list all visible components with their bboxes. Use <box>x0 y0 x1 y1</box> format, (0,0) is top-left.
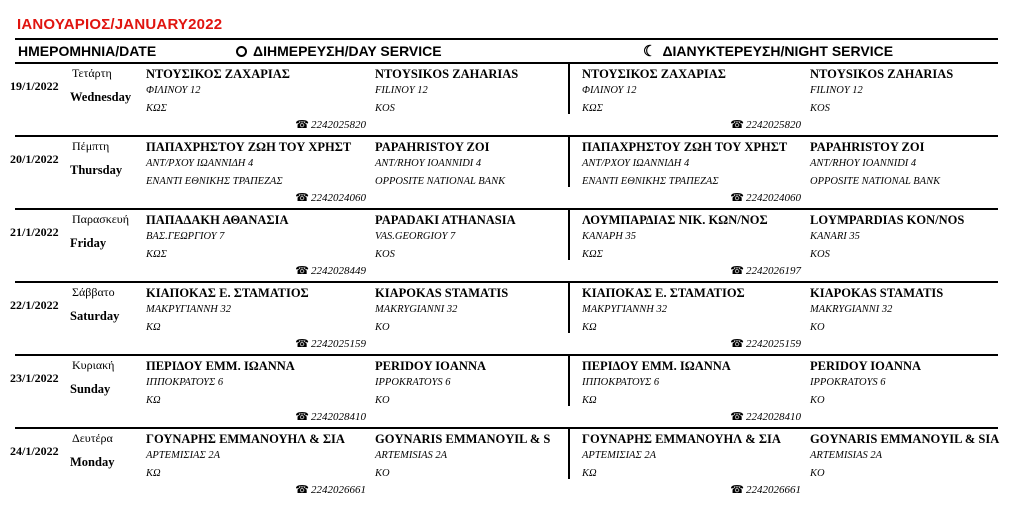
row-day-english: Saturday <box>70 309 120 323</box>
row-day-greek: Παρασκευή <box>72 212 129 226</box>
pharmacy-address-line: ΙΠΠΟΚΡΑΤΟΥΣ 6 <box>582 377 660 388</box>
header-night-service <box>643 42 893 60</box>
phone-value: 2242026661 <box>746 484 801 496</box>
phone-value: 2242028410 <box>746 411 801 423</box>
pharmacy-name: PAPAHRISTOY ZOI <box>375 140 490 154</box>
pharmacy-name: GOYNARIS EMMANOYIL & SIA <box>810 432 1000 446</box>
moon-icon: ☾ <box>643 42 657 60</box>
phone-icon: ☎ <box>730 119 744 131</box>
table-row <box>10 208 998 280</box>
pharmacy-address-line: KO <box>810 468 825 479</box>
pharmacy-address-line: KOS <box>810 249 830 260</box>
phone-icon: ☎ <box>295 119 309 131</box>
pharmacy-block <box>375 66 518 118</box>
pharmacy-name: ΠΑΠΑΧΡΗΣΤΟΥ ΖΩΗ ΤΟΥ ΧΡΗΣΤ <box>146 140 352 154</box>
phone-value: 2242026661 <box>311 484 366 496</box>
column-divider <box>568 64 570 114</box>
pharmacy-address-line: KOS <box>810 103 830 114</box>
phone-icon: ☎ <box>730 484 744 496</box>
pharmacy-address-line: ΚΩ <box>146 468 161 479</box>
phone-icon: ☎ <box>730 265 744 277</box>
pharmacy-name: ΝΤΟΥΣΙΚΟΣ ΖΑΧΑΡΙΑΣ <box>146 67 290 81</box>
row-day-english: Wednesday <box>70 90 132 104</box>
phone-value: 2242024060 <box>311 192 366 204</box>
table-row <box>10 427 1000 499</box>
row-divider <box>15 427 998 429</box>
phone-icon: ☎ <box>295 192 309 204</box>
pharmacy-address-line: ΕΝΑΝΤΙ ΕΘΝΙΚΗΣ ΤΡΑΠΕΖΑΣ <box>582 176 719 187</box>
pharmacy-block <box>375 212 516 264</box>
pharmacy-name: ΚΙΑΠΟΚΑΣ Ε. ΣΤΑΜΑΤΙΟΣ <box>146 286 309 300</box>
pharmacy-address-line: ΒΑΣ.ΓΕΩΡΓΙΟΥ 7 <box>146 231 225 242</box>
pharmacy-address-line: IPPOKRATOYS 6 <box>375 377 451 388</box>
pharmacy-address-line: KO <box>810 322 825 333</box>
phone-number <box>730 191 801 204</box>
pharmacy-address-line: ΜΑΚΡΥΓΙΑΝΝΗ 32 <box>582 304 668 315</box>
pharmacy-address-line: ARTEMISIAS 2A <box>810 450 883 461</box>
pharmacy-block <box>810 285 943 337</box>
pharmacy-address-line: FILINOY 12 <box>375 85 428 96</box>
pharmacy-address-line: ANT/RHOY IOANNIDI 4 <box>375 158 482 169</box>
row-divider <box>15 208 998 210</box>
pharmacy-block <box>146 358 295 410</box>
phone-value: 2242025159 <box>746 338 801 350</box>
column-divider <box>568 210 570 260</box>
header-date-label: ΗΜΕΡΟΜΗΝΙΑ/DATE <box>18 43 157 59</box>
phone-value: 2242024060 <box>746 192 801 204</box>
pharmacy-address-line: OPPOSITE NATIONAL BANK <box>375 176 506 187</box>
row-date: 20/1/2022 <box>10 152 59 166</box>
phone-icon: ☎ <box>295 484 309 496</box>
pharmacy-address-line: FILINOY 12 <box>810 85 863 96</box>
phone-icon: ☎ <box>730 192 744 204</box>
pharmacy-name: ΠΑΠΑΧΡΗΣΤΟΥ ΖΩΗ ΤΟΥ ΧΡΗΣΤ <box>582 140 788 154</box>
table-row <box>10 354 998 426</box>
pharmacy-address-line: ΑΡΤΕΜΙΣΙΑΣ 2Α <box>146 450 221 461</box>
pharmacy-address-line: ΑΝΤ/ΡΧΟΥ ΙΩΑΝΝΙΔΗ 4 <box>582 158 690 169</box>
row-divider <box>15 62 998 64</box>
pharmacy-block <box>375 139 505 191</box>
phone-icon: ☎ <box>730 411 744 423</box>
pharmacy-name: LOYMPARDIAS KON/NOS <box>810 213 965 227</box>
pharmacy-address-line: KO <box>375 395 390 406</box>
pharmacy-address-line: MAKRYGIANNI 32 <box>810 304 893 315</box>
pharmacy-name: ΚΙΑΠΟΚΑΣ Ε. ΣΤΑΜΑΤΙΟΣ <box>582 286 745 300</box>
pharmacy-address-line: ΕΝΑΝΤΙ ΕΘΝΙΚΗΣ ΤΡΑΠΕΖΑΣ <box>146 176 283 187</box>
phone-value: 2242028449 <box>311 265 366 277</box>
phone-number <box>295 264 366 277</box>
header-night-service-label: ΔΙΑΝΥΚΤΕΡΕΥΣΗ/NIGHT SERVICE <box>662 43 894 59</box>
pharmacy-name: ΠΕΡΙΔΟΥ ΕΜΜ. ΙΩΑΝΝΑ <box>146 359 295 373</box>
pharmacy-address-line: ΚΩΣ <box>582 103 603 114</box>
pharmacy-address-line: KANARI 35 <box>810 231 860 242</box>
phone-number <box>295 410 366 423</box>
pharmacy-address-line: ΚΩΣ <box>582 249 603 260</box>
pharmacy-block <box>582 285 745 337</box>
pharmacy-address-line: ΙΠΠΟΚΡΑΤΟΥΣ 6 <box>146 377 224 388</box>
phone-icon: ☎ <box>730 338 744 350</box>
pharmacy-address-line: ANT/RHOY IOANNIDI 4 <box>810 158 917 169</box>
column-divider <box>568 356 570 406</box>
pharmacy-block <box>582 358 731 410</box>
pharmacy-address-line: ΚΑΝΑΡΗ 35 <box>582 231 636 242</box>
pharmacy-name: ΓΟΥΝΑΡΗΣ ΕΜΜΑΝΟΥΗΛ & ΣΙΑ <box>146 432 345 446</box>
pharmacy-address-line: IPPOKRATOYS 6 <box>810 377 886 388</box>
phone-number <box>295 191 366 204</box>
phone-icon: ☎ <box>295 338 309 350</box>
pharmacy-block <box>146 285 309 337</box>
row-day-english: Monday <box>70 455 115 469</box>
phone-number <box>295 337 366 350</box>
header-top-rule <box>15 38 998 40</box>
pharmacy-name: GOYNARIS EMMANOYIL & S <box>375 432 551 446</box>
pharmacy-address-line: ΚΩ <box>582 322 597 333</box>
pharmacy-name: PERIDOY IOANNA <box>810 359 921 373</box>
pharmacy-address-line: ΑΡΤΕΜΙΣΙΑΣ 2Α <box>582 450 657 461</box>
phone-value: 2242025820 <box>746 119 801 131</box>
row-divider <box>15 135 998 137</box>
page-title: ΙΑΝΟΥΑΡΙΟΣ/JANUARY2022 <box>17 16 223 33</box>
row-day-greek: Κυριακή <box>72 358 115 372</box>
pharmacy-address-line: KO <box>375 322 390 333</box>
pharmacy-address-line: ΦΙΛΙΝΟΥ 12 <box>582 85 637 96</box>
pharmacy-address-line: MAKRYGIANNI 32 <box>375 304 458 315</box>
pharmacy-name: ΝΤΟΥΣΙΚΟΣ ΖΑΧΑΡΙΑΣ <box>582 67 726 81</box>
row-divider <box>15 354 998 356</box>
pharmacy-address-line: ΚΩΣ <box>146 249 167 260</box>
pharmacy-address-line: ΜΑΚΡΥΓΙΑΝΝΗ 32 <box>146 304 232 315</box>
pharmacy-block <box>810 212 964 264</box>
pharmacy-address-line: ARTEMISIAS 2A <box>375 450 448 461</box>
pharmacy-block <box>146 212 289 264</box>
phone-value: 2242026197 <box>746 265 801 277</box>
row-date: 19/1/2022 <box>10 79 59 93</box>
phone-value: 2242025159 <box>311 338 366 350</box>
column-divider <box>568 137 570 187</box>
row-day-english: Sunday <box>70 382 111 396</box>
sun-icon <box>236 46 247 57</box>
pharmacy-block <box>146 66 290 118</box>
row-day-greek: Πέμπτη <box>72 139 110 153</box>
phone-value: 2242025820 <box>311 119 366 131</box>
pharmacy-name: ΓΟΥΝΑΡΗΣ ΕΜΜΑΝΟΥΗΛ & ΣΙΑ <box>582 432 781 446</box>
column-divider <box>568 283 570 333</box>
header-date-col <box>18 42 156 60</box>
pharmacy-address-line: ΚΩ <box>146 395 161 406</box>
pharmacy-block <box>810 139 940 191</box>
pharmacy-address-line: ΚΩΣ <box>146 103 167 114</box>
pharmacy-block <box>582 431 781 483</box>
pharmacy-address-line: ΑΝΤ/ΡΧΟΥ ΙΩΑΝΝΙΔΗ 4 <box>146 158 254 169</box>
pharmacy-name: NTOYSIKOS ZAHARIAS <box>375 67 519 81</box>
pharmacy-name: ΛΟΥΜΠΑΡΔΙΑΣ ΝΙΚ. ΚΩΝ/ΝΟΣ <box>582 213 768 227</box>
phone-number <box>730 337 801 350</box>
header-day-service <box>236 42 442 60</box>
row-date: 22/1/2022 <box>10 298 59 312</box>
pharmacy-address-line: ΚΩ <box>582 395 597 406</box>
row-day-english: Friday <box>70 236 107 250</box>
pharmacy-block <box>146 431 345 483</box>
pharmacy-address-line: ΚΩ <box>582 468 597 479</box>
pharmacy-name: ΠΑΠΑΔΑΚΗ ΑΘΑΝΑΣΙΑ <box>146 213 289 227</box>
pharmacy-address-line: KO <box>375 468 390 479</box>
pharmacy-address-line: OPPOSITE NATIONAL BANK <box>810 176 941 187</box>
row-day-greek: Δευτέρα <box>72 431 113 445</box>
pharmacy-block <box>146 139 351 191</box>
pharmacy-address-line: ΦΙΛΙΝΟΥ 12 <box>146 85 201 96</box>
pharmacy-block <box>375 431 550 483</box>
pharmacy-block <box>582 212 768 264</box>
phone-number <box>730 410 801 423</box>
header-day-service-label: ΔΙΗΜΕΡΕΥΣΗ/DAY SERVICE <box>253 43 442 59</box>
pharmacy-name: PAPAHRISTOY ZOI <box>810 140 925 154</box>
pharmacy-address-line: KOS <box>375 249 395 260</box>
pharmacy-name: PAPADAKI ATHANASIA <box>375 213 516 227</box>
row-date: 24/1/2022 <box>10 444 59 458</box>
phone-number <box>295 483 366 496</box>
pharmacy-block <box>375 358 486 410</box>
phone-number <box>730 118 801 131</box>
pharmacy-name: PERIDOY IOANNA <box>375 359 486 373</box>
table-row <box>10 281 998 353</box>
pharmacy-name: NTOYSIKOS ZAHARIAS <box>810 67 954 81</box>
pharmacy-address-line: KOS <box>375 103 395 114</box>
pharmacy-name: KIAPOKAS STAMATIS <box>810 286 944 300</box>
phone-icon: ☎ <box>295 265 309 277</box>
pharmacy-block <box>810 358 921 410</box>
pharmacy-block <box>810 431 999 483</box>
pharmacy-name: ΠΕΡΙΔΟΥ ΕΜΜ. ΙΩΑΝΝΑ <box>582 359 731 373</box>
pharmacy-address-line: ΚΩ <box>146 322 161 333</box>
row-date: 23/1/2022 <box>10 371 59 385</box>
pharmacy-block <box>582 66 726 118</box>
phone-value: 2242028410 <box>311 411 366 423</box>
row-divider <box>15 281 998 283</box>
pharmacy-name: KIAPOKAS STAMATIS <box>375 286 509 300</box>
row-day-greek: Τετάρτη <box>72 66 112 80</box>
pharmacy-address-line: KO <box>810 395 825 406</box>
column-divider <box>568 429 570 479</box>
phone-number <box>730 483 801 496</box>
table-row <box>10 135 998 207</box>
row-day-english: Thursday <box>70 163 123 177</box>
row-day-greek: Σάββατο <box>72 285 115 299</box>
row-date: 21/1/2022 <box>10 225 59 239</box>
phone-number <box>730 264 801 277</box>
phone-icon: ☎ <box>295 411 309 423</box>
phone-number <box>295 118 366 131</box>
pharmacy-block <box>810 66 953 118</box>
pharmacy-block <box>582 139 787 191</box>
pharmacy-block <box>375 285 508 337</box>
table-row <box>10 62 998 134</box>
pharmacy-address-line: VAS.GEORGIOY 7 <box>375 231 456 242</box>
